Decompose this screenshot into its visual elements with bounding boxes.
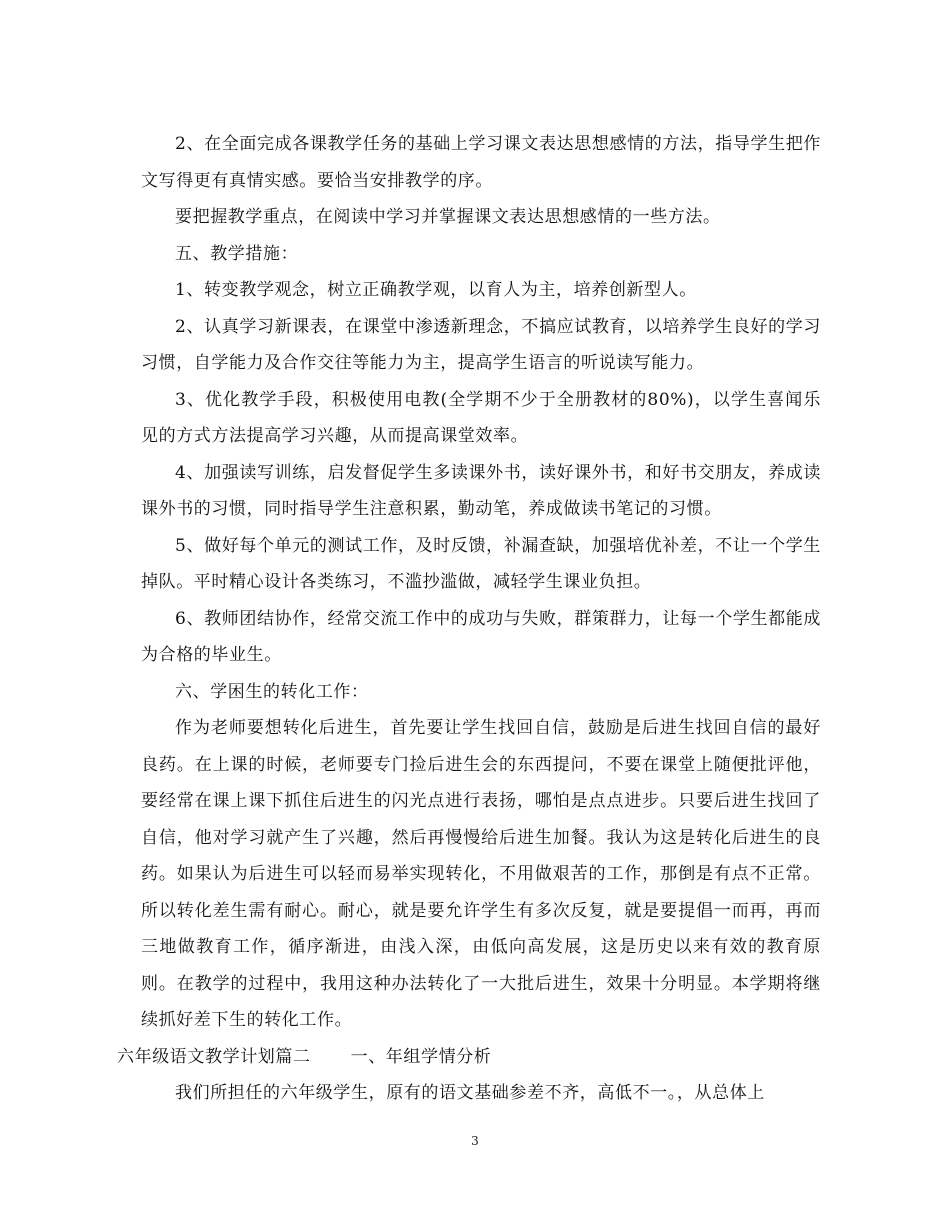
paragraph-measure-2: 2、认真学习新课表，在课堂中渗透新理念，不搞应试教育，以培养学生良好的学习习惯，自学能力及合作交往等能力为主，提高学生语言的听说读写能力。 xyxy=(141,316,821,373)
paragraph-measure-4: 4、加强读写训练，启发督促学生多读课外书，读好课外书，和好书交朋友，养成读课外书的习惯，同时指导学生注意积累，勤动笔，养成做读书笔记的习惯。 xyxy=(141,462,821,519)
section-title: 一、年组学情分析 xyxy=(350,1046,492,1067)
section-heading-5: 五、教学措施： xyxy=(175,243,299,264)
document-body xyxy=(117,126,821,1112)
paragraph-measure-5: 5、做好每个单元的测试工作，及时反馈，补漏查缺，加强培优补差，不让一个学生掉队。平时精心设计各类练习，不滥抄滥做，减轻学生课业负担。 xyxy=(141,535,821,592)
paragraph-student-analysis: 我们所担任的六年级学生，原有的语文基础参差不齐，高低不一。，从总体上 xyxy=(175,1083,765,1103)
paragraph-measure-1: 1、转变教学观念，树立正确教学观，以育人为主，培养创新型人。 xyxy=(175,280,697,300)
paragraph-struggling-students: 作为老师要想转化后进生，首先要让学生找回自信，鼓励是后进生找回自信的最好良药。在上课的时候，老师要专门捡后进生会的东西提问，不要在课堂上随便批评他，要经常在课上课下抓住后进生的闪光点进行表扬，哪怕是点点进步。只要后进生找回了自信，他对学习就产生了兴趣，然后再慢慢给后进生加餐。我认为这是转化后进生的良药。如果认为后进生可以轻而易举实现转化，不用做艰苦的工作，那倒是有点不正常。所以转化差生需有耐心。耐心，就是要允许学生有多次反复，就是要提倡一而再，再而三地做教育工作，循序渐进，由浅入深，由低向高发展，这是历史以来有效的教育原则。在教学的过程中，我用这种办法转化了一大批后进生，效果十分明显。本学期将继续抓好差下生的转化工作。 xyxy=(141,718,821,1030)
paragraph-2: 要把握教学重点，在阅读中学习并掌握课文表达思想感情的一些方法。 xyxy=(175,207,721,227)
section-heading-6: 六、学困生的转化工作： xyxy=(175,681,369,702)
part-heading-row xyxy=(117,1039,821,1076)
paragraph-measure-6: 6、教师团结协作，经常交流工作中的成功与失败，群策群力，让每一个学生都能成为合格的毕业生。 xyxy=(141,608,821,665)
paragraph-measure-3: 3、优化教学手段，积极使用电教(全学期不少于全册教材的80%)，以学生喜闻乐见的方式方法提高学习兴趣，从而提高课堂效率。 xyxy=(141,389,821,446)
paragraph-1: 2、在全面完成各课教学任务的基础上学习课文表达思想感情的方法，指导学生把作文写得更有真情实感。要恰当安排教学的序。 xyxy=(141,134,821,191)
page-number: 3 xyxy=(471,1134,479,1148)
part-title: 六年级语文教学计划篇二 xyxy=(117,1046,311,1067)
